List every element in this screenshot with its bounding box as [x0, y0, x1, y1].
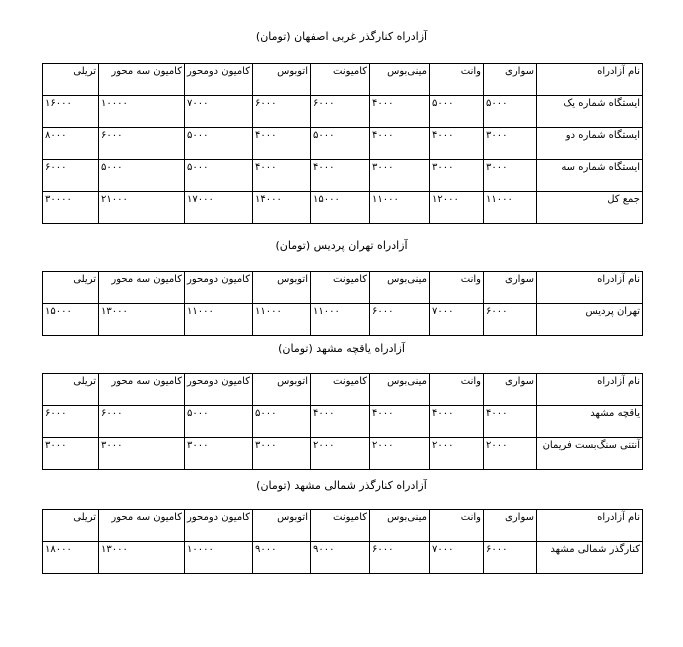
table-row: [43, 542, 643, 574]
toll-cell: ۱۳۰۰۰: [99, 304, 185, 336]
column-header: کامیون دومحور: [185, 510, 253, 542]
toll-cell: ۴۰۰۰: [253, 128, 311, 160]
toll-cell: ۹۰۰۰: [253, 542, 311, 574]
toll-cell: ۳۰۰۰: [99, 438, 185, 470]
row-label: ایستگاه شماره دو: [537, 128, 643, 160]
toll-cell: ۶۰۰۰: [43, 406, 99, 438]
toll-cell: ۳۰۰۰: [43, 438, 99, 470]
column-header: وانت: [430, 510, 484, 542]
row-label: جمع کل: [537, 192, 643, 224]
column-header: نام آزادراه: [537, 64, 643, 96]
column-header: وانت: [430, 374, 484, 406]
row-label: یاقچه مشهد: [537, 406, 643, 438]
toll-cell: ۵۰۰۰: [253, 406, 311, 438]
section-title-yaghcheh-mashhad: آزادراه یاقچه مشهد (تومان): [278, 342, 405, 355]
toll-cell: ۲۰۰۰: [370, 438, 430, 470]
toll-cell: ۱۱۰۰۰: [311, 304, 370, 336]
toll-cell: ۴۰۰۰: [311, 160, 370, 192]
toll-cell: ۱۰۰۰۰: [99, 96, 185, 128]
column-header: اتوبوس: [253, 64, 311, 96]
toll-cell: ۴۰۰۰: [253, 160, 311, 192]
toll-cell: ۴۰۰۰: [484, 406, 537, 438]
toll-cell: ۴۰۰۰: [311, 406, 370, 438]
toll-table-yaghcheh-mashhad: [42, 373, 643, 470]
row-label: کنارگذر شمالی مشهد: [537, 542, 643, 574]
toll-cell: ۸۰۰۰: [43, 128, 99, 160]
toll-cell: ۲۱۰۰۰: [99, 192, 185, 224]
toll-cell: ۵۰۰۰: [99, 160, 185, 192]
table-row: [43, 304, 643, 336]
row-label: تهران پردیس: [537, 304, 643, 336]
column-header: سواری: [484, 272, 537, 304]
toll-cell: ۵۰۰۰: [311, 128, 370, 160]
column-header: کامیون سه محور: [99, 64, 185, 96]
column-header: کامیون سه محور: [99, 272, 185, 304]
column-header: مینی‌بوس: [370, 374, 430, 406]
column-header: کامیون دومحور: [185, 374, 253, 406]
toll-cell: ۱۱۰۰۰: [253, 304, 311, 336]
toll-cell: ۱۷۰۰۰: [185, 192, 253, 224]
toll-cell: ۲۰۰۰: [430, 438, 484, 470]
toll-cell: ۵۰۰۰: [484, 96, 537, 128]
toll-cell: ۷۰۰۰: [430, 542, 484, 574]
toll-cell: ۷۰۰۰: [185, 96, 253, 128]
column-header: کامیونت: [311, 64, 370, 96]
toll-cell: ۶۰۰۰: [99, 128, 185, 160]
toll-cell: ۵۰۰۰: [185, 128, 253, 160]
column-header: کامیونت: [311, 374, 370, 406]
table-row: [43, 438, 643, 470]
row-label: ایستگاه شماره یک: [537, 96, 643, 128]
table-row: [43, 160, 643, 192]
toll-cell: ۳۰۰۰: [430, 160, 484, 192]
toll-cell: ۱۵۰۰۰: [43, 304, 99, 336]
toll-cell: ۱۶۰۰۰: [43, 96, 99, 128]
toll-cell: ۳۰۰۰: [253, 438, 311, 470]
column-header: وانت: [430, 272, 484, 304]
toll-cell: ۴۰۰۰: [370, 406, 430, 438]
toll-cell: ۱۰۰۰۰: [185, 542, 253, 574]
toll-cell: ۶۰۰۰: [370, 542, 430, 574]
toll-cell: ۶۰۰۰: [99, 406, 185, 438]
toll-table-mashhad-north-bypass: [42, 509, 643, 574]
toll-cell: ۶۰۰۰: [43, 160, 99, 192]
toll-cell: ۱۱۰۰۰: [484, 192, 537, 224]
column-header: کامیونت: [311, 510, 370, 542]
toll-cell: ۳۰۰۰: [484, 160, 537, 192]
column-header: کامیونت: [311, 272, 370, 304]
row-label: آنتنی سنگ‌بست فریمان: [537, 438, 643, 470]
column-header: مینی‌بوس: [370, 64, 430, 96]
toll-cell: ۶۰۰۰: [370, 304, 430, 336]
toll-cell: ۴۰۰۰: [430, 406, 484, 438]
column-header: تریلی: [43, 510, 99, 542]
column-header: نام آزادراه: [537, 272, 643, 304]
toll-cell: ۱۸۰۰۰: [43, 542, 99, 574]
toll-cell: ۲۰۰۰: [484, 438, 537, 470]
toll-cell: ۱۵۰۰۰: [311, 192, 370, 224]
table-row: [43, 96, 643, 128]
column-header: اتوبوس: [253, 374, 311, 406]
table-header-row: [43, 374, 643, 406]
column-header: سواری: [484, 64, 537, 96]
table-row: [43, 406, 643, 438]
toll-cell: ۳۰۰۰: [370, 160, 430, 192]
column-header: تریلی: [43, 374, 99, 406]
column-header: اتوبوس: [253, 272, 311, 304]
toll-cell: ۵۰۰۰: [185, 406, 253, 438]
toll-cell: ۵۰۰۰: [430, 96, 484, 128]
toll-cell: ۴۰۰۰: [370, 128, 430, 160]
column-header: اتوبوس: [253, 510, 311, 542]
row-label: ایستگاه شماره سه: [537, 160, 643, 192]
toll-cell: ۴۰۰۰: [370, 96, 430, 128]
toll-cell: ۶۰۰۰: [484, 304, 537, 336]
toll-table-isfahan-west-bypass: [42, 63, 643, 224]
toll-cell: ۷۰۰۰: [430, 304, 484, 336]
section-title-isfahan-west-bypass: آزادراه کنارگذر غربی اصفهان (تومان): [255, 30, 428, 43]
section-title-tehran-pardis: آزادراه تهران پردیس (تومان): [275, 239, 408, 252]
column-header: سواری: [484, 510, 537, 542]
toll-cell: ۹۰۰۰: [311, 542, 370, 574]
column-header: سواری: [484, 374, 537, 406]
column-header: مینی‌بوس: [370, 510, 430, 542]
column-header: نام آزادراه: [537, 510, 643, 542]
toll-cell: ۱۳۰۰۰: [99, 542, 185, 574]
toll-cell: ۳۰۰۰۰: [43, 192, 99, 224]
table-header-row: [43, 272, 643, 304]
toll-cell: ۱۱۰۰۰: [370, 192, 430, 224]
toll-cell: ۱۴۰۰۰: [253, 192, 311, 224]
table-header-row: [43, 64, 643, 96]
toll-cell: ۶۰۰۰: [311, 96, 370, 128]
column-header: نام آزادراه: [537, 374, 643, 406]
toll-cell: ۳۰۰۰: [484, 128, 537, 160]
toll-cell: ۴۰۰۰: [430, 128, 484, 160]
toll-cell: ۶۰۰۰: [253, 96, 311, 128]
column-header: وانت: [430, 64, 484, 96]
column-header: کامیون سه محور: [99, 510, 185, 542]
toll-cell: ۲۰۰۰: [311, 438, 370, 470]
section-title-mashhad-north-bypass: آزادراه کنارگذر شمالی مشهد (تومان): [256, 479, 427, 492]
column-header: مینی‌بوس: [370, 272, 430, 304]
table-row: [43, 128, 643, 160]
column-header: تریلی: [43, 64, 99, 96]
toll-cell: ۳۰۰۰: [185, 438, 253, 470]
table-row: [43, 192, 643, 224]
toll-cell: ۶۰۰۰: [484, 542, 537, 574]
toll-cell: ۵۰۰۰: [185, 160, 253, 192]
toll-cell: ۱۲۰۰۰: [430, 192, 484, 224]
column-header: کامیون دومحور: [185, 64, 253, 96]
column-header: تریلی: [43, 272, 99, 304]
column-header: کامیون سه محور: [99, 374, 185, 406]
table-header-row: [43, 510, 643, 542]
toll-cell: ۱۱۰۰۰: [185, 304, 253, 336]
column-header: کامیون دومحور: [185, 272, 253, 304]
toll-table-tehran-pardis: [42, 271, 643, 336]
